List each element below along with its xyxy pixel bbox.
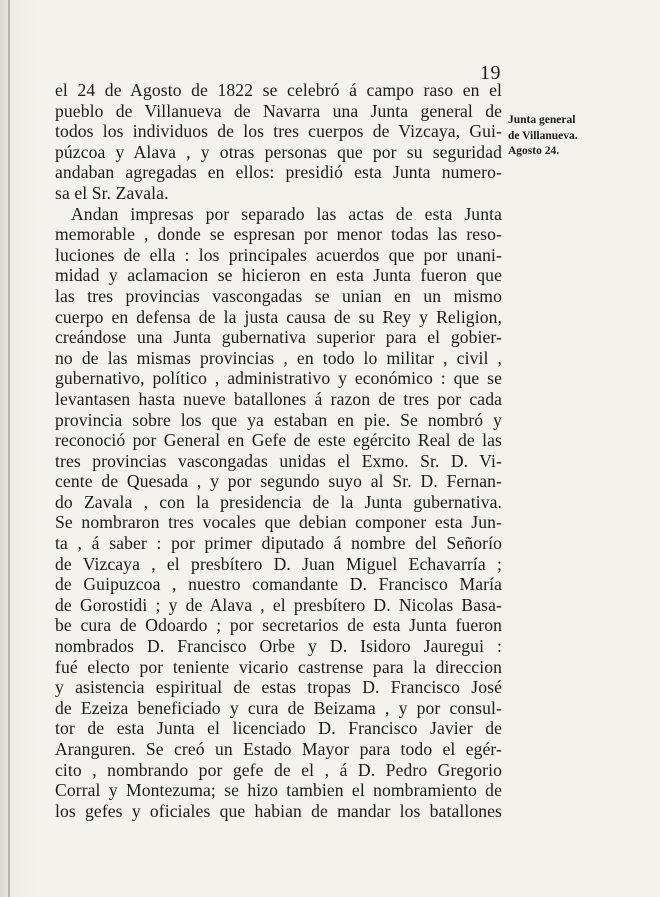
text-line: todos los individuos de los tres cuerpos de Vizcaya, Gui- — [55, 121, 502, 142]
text-line: cuerpo en defensa de la justa causa de su Rey y Religion, — [55, 306, 502, 327]
text-line: ta , á saber : por primer diputado á nombre del Señorío — [55, 533, 502, 554]
text-line: luciones de ella : los principales acuerdos que por unani- — [55, 244, 502, 265]
margin-note-line: Junta general — [508, 114, 576, 126]
text-line: las tres provincias vascongadas se unian en un mismo — [55, 285, 502, 306]
text-line: creándose una Junta gubernativa superior para el gobier- — [55, 327, 502, 348]
text-line: tor de esta Junta el licenciado D. Francisco Javier de — [55, 718, 502, 739]
text-line: los gefes y oficiales que habian de mandar los batallones — [55, 800, 502, 821]
text-line: de Guipuzcoa , nuestro comandante D. Francisco María — [55, 574, 502, 595]
text-line: cente de Quesada , y por segundo suyo al Sr. D. Fernan- — [55, 471, 502, 492]
text-line: Andan impresas por separado las actas de esta Junta — [71, 203, 502, 224]
text-line: midad y aclamacion se hicieron en esta Junta fueron que — [55, 265, 502, 286]
text-line: fué electo por teniente vicario castrense para la direccion — [55, 656, 502, 677]
text-line: Aranguren. Se creó un Estado Mayor para todo el egér- — [55, 739, 502, 759]
text-line: pueblo de Villanueva de Navarra una Junta general de — [55, 100, 502, 121]
margin-note-line: de Villanueva. — [508, 129, 578, 142]
text-line: de Vizcaya , el presbítero D. Juan Miguel Echavarría ; — [55, 553, 502, 574]
text-line: cito , nombrando por gefe de el , á D. Pedro Gregorio — [55, 759, 502, 780]
text-line: de Ezeiza beneficiado y cura de Beizama , y por consul- — [55, 697, 502, 718]
text-line: memorable , donde se espresan por menor todas las reso- — [55, 224, 502, 245]
body-text — [55, 80, 502, 821]
text-line: nombrados D. Francisco Orbe y D. Isidoro Jauregui : — [55, 636, 502, 657]
text-line: gubernativo, político , administrativo y económico : que se — [55, 368, 502, 389]
text-line: de Gorostidi ; y de Alava , el presbítero D. Nicolas Basa- — [55, 594, 502, 615]
text-line: andaban agregadas en ellos: presidió esta Junta numero- — [55, 162, 502, 183]
text-line: provincia sobre los que ya estaban en pie. Se nombró y — [55, 409, 502, 430]
text-line: no de las mismas provincias , en todo lo militar , civil , — [55, 347, 502, 368]
page-gutter — [8, 0, 10, 897]
text-line: reconoció por General en Gefe de este egército Real de las — [55, 430, 502, 451]
text-line: el 24 de Agosto de 1822 se celebró á campo raso en el — [55, 80, 502, 100]
text-line: púzcoa y Alava , y otras personas que por su seguridad — [55, 141, 502, 162]
text-line: tres provincias vascongadas unidas el Exmo. Sr. D. Vi- — [55, 450, 502, 471]
margin-note — [508, 113, 616, 160]
page-number: 19 — [480, 62, 501, 84]
text-line: y asistencia espiritual de estas tropas D. Francisco José — [55, 677, 502, 698]
text-line: Se nombraron tres vocales que debian componer esta Jun- — [55, 512, 502, 533]
text-line: be cura de Odoardo ; por secretarios de esta Junta fueron — [55, 615, 502, 636]
margin-note-line: Agosto 24. — [508, 145, 560, 157]
text-line: Corral y Montezuma; se hizo tambien el nombramiento de — [55, 780, 502, 801]
text-line: sa el Sr. Zavala. — [55, 182, 169, 203]
text-line: do Zavala , con la presidencia de la Junta gubernativa. — [55, 491, 502, 512]
text-line: levantasen hasta nueve batallones á razon de tres por cada — [55, 388, 502, 409]
